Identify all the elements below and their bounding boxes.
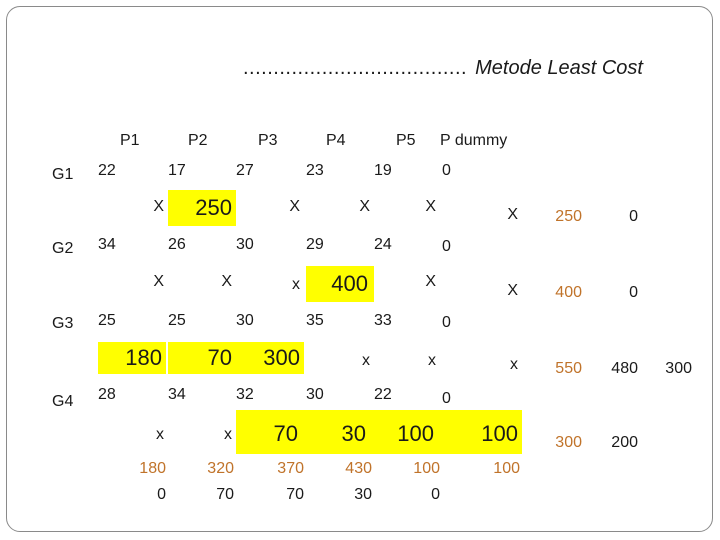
alloc-g3-p3: 300 [263,345,300,370]
alloc-g4-p-dummy: 100 [481,421,518,446]
cost-g4-p5: 22 [374,386,392,403]
demand-remaining-p5: 0 [431,486,440,503]
col-header-p3: P3 [258,132,278,149]
col-header-p5: P5 [396,132,416,149]
demand-p-dummy: 100 [493,460,520,477]
demand-p1: 180 [139,460,166,477]
alloc-g1-p3: X [289,198,300,215]
alloc-g4-p3: 70 [273,421,298,446]
alloc-g2-p5: X [425,273,436,290]
cost-g4-p4: 30 [306,386,324,403]
cost-g2-p-dummy: 0 [442,238,451,255]
cost-g4-p1: 28 [98,386,116,403]
col-header-p2: P2 [188,132,208,149]
row-label-g2: G2 [52,240,74,257]
alloc-g2-p1: X [153,273,164,290]
supply-g2: 400 [555,284,582,301]
demand-remaining-p2: 70 [216,486,234,503]
alloc-g1-p2: 250 [195,195,232,220]
cost-g3-p-dummy: 0 [442,314,451,331]
cost-g1-p1: 22 [98,162,116,179]
cost-g2-p1: 34 [98,236,116,253]
cost-g4-p2: 34 [168,386,186,403]
remaining2-g3: 300 [665,360,692,377]
col-header-p4: P4 [326,132,346,149]
demand-remaining-p1: 0 [157,486,166,503]
alloc-g3-p4: x [362,352,370,369]
alloc-g4-p2: x [224,426,232,443]
cost-g4-p3: 32 [236,386,254,403]
alloc-g4-p4: 30 [341,421,366,446]
demand-p5: 100 [413,460,440,477]
row-label-g4: G4 [52,393,74,410]
row-label-g3: G3 [52,315,74,332]
alloc-g1-p1: X [153,198,164,215]
slide-title [243,57,643,80]
remaining-g3: 480 [611,360,638,377]
col-header-p-dummy: P dummy [440,132,508,149]
alloc-g1-p4: X [359,198,370,215]
cost-g3-p4: 35 [306,312,324,329]
supply-g3: 550 [555,360,582,377]
alloc-g1-p5: X [425,198,436,215]
alloc-g1-p-dummy: X [507,206,518,223]
alloc-g3-p-dummy: x [510,356,518,373]
demand-p3: 370 [277,460,304,477]
row-label-g1: G1 [52,166,74,183]
remaining-g1: 0 [629,208,638,225]
cost-g1-p5: 19 [374,162,392,179]
cost-g2-p4: 29 [306,236,324,253]
cost-g1-p3: 27 [236,162,254,179]
demand-remaining-p3: 70 [286,486,304,503]
cost-g3-p5: 33 [374,312,392,329]
remaining-g4: 200 [611,434,638,451]
supply-g1: 250 [555,208,582,225]
alloc-g4-p1: x [156,426,164,443]
cost-g4-p-dummy: 0 [442,390,451,407]
cost-g2-p3: 30 [236,236,254,253]
alloc-g2-p2: X [221,273,232,290]
alloc-g4-p5: 100 [397,421,434,446]
cost-g3-p1: 25 [98,312,116,329]
alloc-g2-p4: 400 [331,271,368,296]
demand-p4: 430 [345,460,372,477]
cost-g3-p2: 25 [168,312,186,329]
remaining-g2: 0 [629,284,638,301]
alloc-g3-p5: x [428,352,436,369]
alloc-g3-p2: 70 [207,345,232,370]
col-header-p1: P1 [120,132,140,149]
supply-g4: 300 [555,434,582,451]
alloc-g2-p3: x [292,276,300,293]
alloc-g2-p-dummy: X [507,282,518,299]
cost-g2-p2: 26 [168,236,186,253]
cost-g1-p4: 23 [306,162,324,179]
cost-g1-p2: 17 [168,162,186,179]
cost-g1-p-dummy: 0 [442,162,451,179]
demand-remaining-p4: 30 [354,486,372,503]
title-text: Metode Least Cost [475,57,643,79]
cost-g2-p5: 24 [374,236,392,253]
cost-g3-p3: 30 [236,312,254,329]
demand-p2: 320 [207,460,234,477]
alloc-g3-p1: 180 [125,345,162,370]
title-dots: ..................................... [243,57,468,79]
